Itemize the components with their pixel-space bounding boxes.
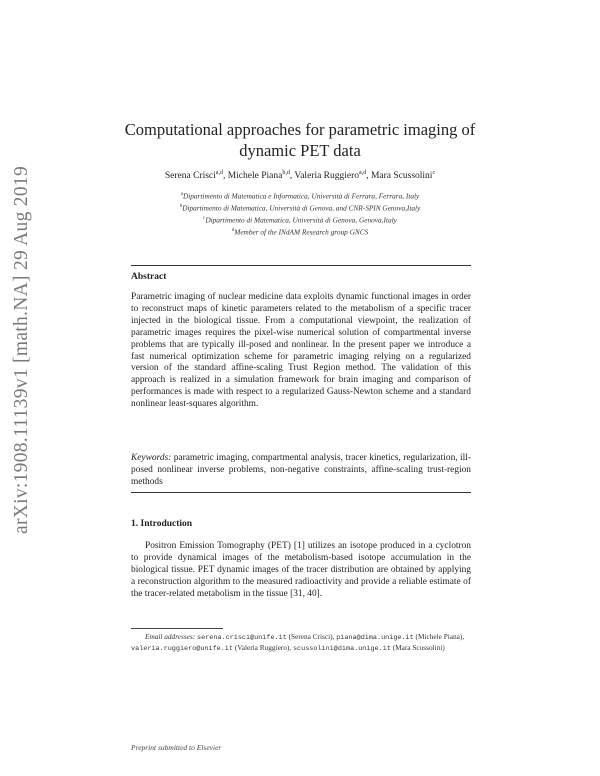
email-entry: serena.crisci@unife.it (Serena Crisci), — [197, 632, 335, 642]
author: Serena Crisci$^{a,d}$, — [164, 170, 228, 182]
section-heading-introduction: 1. Introduction — [131, 519, 193, 529]
email-link[interactable]: scussolini@dima.unige.it — [292, 645, 391, 654]
author: Michele Piana$^{b,d}$, — [227, 170, 295, 182]
affiliation: $^a$Dipartimento di Matematica e Informatica, Università di Ferrara, Ferrara, Italy — [180, 191, 420, 201]
abstract-body: Parametric imaging of nuclear medicine data exploits dynamic functional images in order to reconstruct maps of kinetic parameters related to the metabolism of a specific tracer injected in the biological tissue. From a computational viewpoint, the realization of parametric images requires the pixel-wise numerical solution of compartmental inverse problems that are typically ill-posed and nonlinear. In the present paper we introduce a fast numerical optimization scheme for parametric imaging relying on a regularized version of the standard affine-scaling Trust Region method. The validation of this approach is realized in a simulation framework for brain imaging and comparison of performances is made with respect to a regularized Gauss-Newton scheme and a standard nonlinear least-squares algorithm. — [131, 292, 471, 410]
footnote-rule — [131, 628, 223, 629]
affiliation-list — [100, 190, 500, 238]
email-label: Email addresses: — [145, 632, 196, 641]
email-entry: valeria.ruggiero@unife.it (Valeria Ruggiero), — [131, 643, 292, 654]
keywords — [131, 453, 471, 489]
abstract-bottom-rule — [131, 492, 471, 493]
author: Valeria Ruggiero$^{a,d}$, — [294, 170, 371, 182]
email-entry: scussolini@dima.unige.it (Mara Scussolini) — [292, 643, 445, 654]
keywords-text: parametric imaging, compartmental analysis, tracer kinetics, regularization, ill-posed nonlinear inverse problems, non-negative constraints, affine-scaling trust-region methods — [131, 453, 471, 487]
affiliation: $^c$Dipartimento di Matematica, Università di Genova, Genova,Italy — [203, 215, 397, 225]
email-link[interactable]: serena.crisci@unife.it — [197, 634, 287, 642]
affiliation: $^d$Member of the INdAM Research group GNCS — [231, 227, 369, 237]
email-entry: piana@dima.unige.it (Michele Piana), — [336, 632, 465, 642]
abstract-top-rule — [131, 265, 471, 266]
arxiv-stamp — [2, 160, 42, 540]
affiliation: $^b$Dipartimento di Matematica, Università di Genova, and CNR-SPIN Genova,Italy — [179, 203, 421, 213]
author: Mara Scussolini$^c$ — [370, 170, 436, 182]
arxiv-stamp-text: arXiv:1908.11139v1 [math.NA] 29 Aug 2019 — [11, 165, 32, 535]
paper-title: Computational approaches for parametric imaging of dynamic PET data — [124, 120, 476, 160]
author-list — [100, 170, 500, 181]
keywords-label: Keywords: — [131, 453, 172, 463]
email-link[interactable]: piana@dima.unige.it — [336, 634, 414, 642]
email-footnote — [131, 632, 476, 654]
abstract-heading: Abstract — [131, 272, 167, 282]
introduction-body: Positron Emission Tomography (PET) [1] utilizes an isotope produced in a cyclotron to provide dynamical images of the metabolism-based isotope accumulation in the biological tissue. PET dynamic images of the tracer distribution are obtained by applying a reconstruction algorithm to the measured radioactivity and provide a reliable estimate of the tracer-related metabolism in the tissue [31, 40]. — [131, 541, 471, 599]
email-link[interactable]: valeria.ruggiero@unife.it — [131, 645, 233, 654]
preprint-footer: Preprint submitted to Elsevier — [131, 743, 222, 752]
